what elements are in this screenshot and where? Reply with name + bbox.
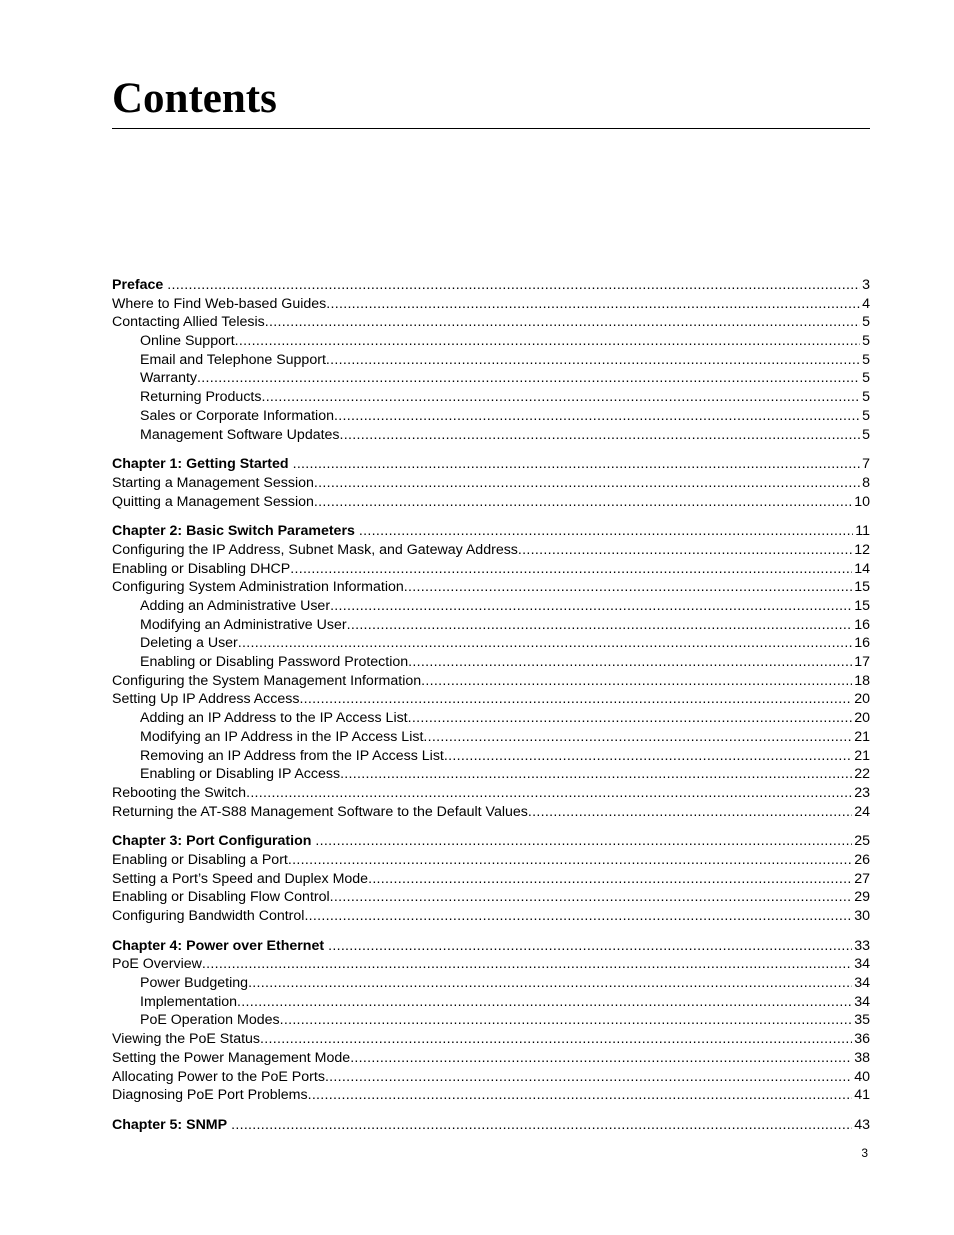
toc-entry-page: 18 [854,672,870,689]
toc-entry-label: Warranty [140,370,198,387]
toc-entry[interactable] [112,747,870,766]
toc-entry[interactable] [112,351,870,370]
toc-entry-label: Enabling or Disabling IP Access [140,766,341,783]
toc-leader-dots [288,851,852,870]
toc-entry-page: 11 [855,523,870,540]
toc-entry-page: 34 [854,956,870,973]
toc-entry-label: PoE Operation Modes [140,1012,280,1029]
toc-entry[interactable] [112,803,870,822]
toc-leader-dots [261,388,860,407]
toc-chapter-entry[interactable] [112,455,870,474]
toc-entry-label: Chapter 4: Power over Ethernet [112,937,325,954]
toc-leader-dots [368,870,852,889]
toc-leader-dots [444,747,852,766]
toc-entry-page: 5 [862,370,870,387]
toc-leader-dots [246,784,852,803]
toc-entry-label: Enabling or Disabling a Port [112,851,288,868]
toc-chapter-entry[interactable] [112,937,870,956]
toc-entry-page: 30 [854,908,870,924]
toc-entry-label: PoE Overview [112,956,202,973]
toc-leader-dots [248,974,852,993]
toc-entry-page: 40 [854,1068,870,1085]
toc-leader-dots [235,332,860,351]
toc-entry-label: Setting the Power Management Mode [112,1049,351,1066]
toc-entry-label: Returning Products [140,389,262,406]
toc-leader-dots [330,597,852,616]
toc-entry-label: Removing an IP Address from the IP Access List [140,747,444,764]
toc-leader-dots [231,1116,852,1135]
toc-entry-label: Rebooting the Switch [112,784,247,801]
toc-entry[interactable] [112,560,870,579]
toc-entry[interactable] [112,295,870,314]
toc-leader-dots [421,672,852,691]
toc-leader-dots [359,522,853,541]
toc-entry-label: Chapter 3: Port Configuration [112,833,312,850]
toc-entry-page: 5 [862,333,870,350]
toc-entry-page: 5 [862,426,870,443]
toc-leader-dots [197,369,860,388]
toc-leader-dots [330,888,853,907]
toc-entry-label: Contacting Allied Telesis [112,314,265,331]
toc-entry-page: 27 [854,870,870,887]
toc-entry-page: 36 [854,1031,870,1048]
toc-entry-label: Viewing the PoE Status [112,1031,261,1048]
toc-entry-label: Sales or Corporate Information [140,407,334,424]
toc-entry[interactable] [112,907,870,926]
toc-entry-label: Enabling or Disabling Password Protection [140,654,409,671]
toc-entry-page: 5 [862,407,870,424]
title-rule [112,128,870,129]
toc-leader-dots [280,1011,853,1030]
toc-entry-page: 15 [854,598,870,614]
toc-entry[interactable] [112,369,870,388]
toc-entry-page: 15 [854,579,870,596]
toc-entry-page: 34 [854,975,870,992]
toc-entry-label: Modifying an IP Address in the IP Access List [140,728,424,745]
toc-entry-label: Diagnosing PoE Port Problems [112,1087,308,1104]
toc-leader-dots [334,407,860,426]
toc-entry-page: 12 [854,541,870,558]
toc-entry-page: 25 [854,833,870,850]
toc-entry[interactable] [112,728,870,747]
toc-entry[interactable] [112,407,870,426]
toc-leader-dots [293,455,861,474]
toc-entry[interactable] [112,1011,870,1030]
toc-entry[interactable] [112,709,870,728]
toc-leader-dots [167,276,860,295]
toc-leader-dots [202,955,852,974]
toc-entry-page: 38 [854,1049,870,1066]
toc-entry[interactable] [112,634,870,653]
toc-leader-dots [350,1049,852,1068]
toc-entry-label: Power Budgeting [140,975,249,992]
toc-entry-label: Management Software Updates [140,426,340,443]
toc-entry[interactable] [112,993,870,1012]
toc-entry[interactable] [112,653,870,672]
toc-entry-page: 3 [862,277,870,293]
toc-entry[interactable] [112,1030,870,1049]
toc-entry-label: Implementation [140,993,237,1010]
toc-entry-page: 20 [854,691,870,708]
toc-entry-page: 33 [854,937,870,954]
toc-entry[interactable] [112,474,870,493]
toc-entry-label: Setting a Port’s Speed and Duplex Mode [112,870,369,887]
toc-entry[interactable] [112,426,870,445]
toc-entry[interactable] [112,1068,870,1087]
toc-entry[interactable] [112,784,870,803]
toc-leader-dots [404,578,852,597]
toc-leader-dots [308,1086,853,1105]
toc-leader-dots [347,616,853,635]
toc-entry[interactable] [112,690,870,709]
toc-entry-page: 8 [862,474,870,491]
toc-leader-dots [408,653,852,672]
toc-entry-label: Quitting a Management Session [112,493,314,510]
toc-entry-label: Chapter 5: SNMP [112,1116,228,1133]
toc-entry-label: Configuring the IP Address, Subnet Mask, and Gateway Address [112,541,518,558]
toc-leader-dots [326,295,860,314]
toc-leader-dots [326,351,860,370]
toc-entry-page: 21 [854,747,870,764]
toc-entry-label: Deleting a User [140,635,238,652]
toc-entry-page: 26 [854,851,870,868]
toc-entry-label: Where to Find Web-based Guides [112,295,327,312]
toc-entry-page: 24 [854,803,870,820]
toc-entry-page: 17 [854,654,870,671]
toc-entry[interactable] [112,578,870,597]
toc-entry[interactable] [112,388,870,407]
toc-leader-dots [314,493,852,512]
toc-leader-dots [299,690,852,709]
toc-entry-label: Preface [112,277,164,293]
toc-entry[interactable] [112,888,870,907]
page-title: Contents [112,75,277,122]
toc-entry-label: Configuring the System Management Information [112,672,422,689]
toc-leader-dots [328,937,852,956]
toc-entry-label: Enabling or Disabling DHCP [112,560,291,577]
toc-entry-page: 10 [854,493,870,510]
toc-entry-label: Online Support [140,333,235,350]
toc-entry[interactable] [112,851,870,870]
toc-entry-label: Adding an IP Address to the IP Access List [140,710,408,727]
toc-entry-page: 41 [854,1087,870,1104]
toc-leader-dots [265,313,860,332]
toc-entry-page: 16 [854,635,870,652]
toc-entry[interactable] [112,1086,870,1105]
toc-entry-label: Adding an Administrative User [140,598,331,614]
toc-entry[interactable] [112,955,870,974]
toc-leader-dots [325,1068,852,1087]
toc-leader-dots [340,426,861,445]
toc-entry-label: Configuring System Administration Information [112,579,404,596]
toc-entry-page: 7 [862,456,870,473]
toc-entry-page: 43 [854,1116,870,1133]
toc-leader-dots [237,993,852,1012]
toc-entry-label: Enabling or Disabling Flow Control [112,889,330,906]
toc-entry-page: 23 [854,784,870,801]
toc-entry[interactable] [112,541,870,560]
toc-entry[interactable] [112,313,870,332]
toc-entry-label: Chapter 2: Basic Switch Parameters [112,523,355,540]
toc-entry-label: Setting Up IP Address Access [112,691,300,708]
toc-entry-page: 14 [854,560,870,577]
table-of-contents [112,276,870,1135]
page-number: 3 [861,1146,868,1160]
toc-leader-dots [238,634,852,653]
toc-entry-page: 4 [862,295,870,312]
toc-entry-label: Returning the AT-S88 Management Software to the Default Values [112,803,528,820]
toc-entry-label: Modifying an Administrative User [140,616,347,633]
toc-leader-dots [290,560,852,579]
toc-leader-dots [408,709,853,728]
toc-chapter-entry[interactable] [112,276,870,295]
toc-entry-label: Email and Telephone Support [140,351,326,368]
toc-entry-page: 16 [854,616,870,633]
toc-leader-dots [518,541,852,560]
toc-chapter-entry[interactable] [112,832,870,851]
toc-entry[interactable] [112,672,870,691]
toc-entry[interactable] [112,332,870,351]
toc-entry-page: 5 [862,389,870,406]
toc-chapter-entry[interactable] [112,1116,870,1135]
toc-leader-dots [260,1030,852,1049]
toc-entry-label: Allocating Power to the PoE Ports [112,1068,325,1085]
toc-entry-label: Starting a Management Session [112,474,314,491]
toc-entry[interactable] [112,616,870,635]
toc-entry-page: 34 [854,993,870,1010]
toc-leader-dots [340,765,852,784]
toc-chapter-entry[interactable] [112,522,870,541]
toc-entry[interactable] [112,1049,870,1068]
toc-entry[interactable] [112,765,870,784]
toc-entry-page: 5 [862,314,870,331]
toc-entry-page: 21 [854,728,870,745]
toc-entry[interactable] [112,974,870,993]
toc-leader-dots [304,907,852,926]
toc-entry-page: 5 [862,351,870,368]
toc-entry-page: 22 [854,766,870,783]
toc-leader-dots [423,728,852,747]
toc-leader-dots [315,832,852,851]
toc-entry-label: Chapter 1: Getting Started [112,456,289,473]
toc-entry[interactable] [112,870,870,889]
toc-leader-dots [314,474,860,493]
toc-entry-page: 29 [854,889,870,906]
toc-entry-page: 35 [854,1012,870,1029]
toc-entry[interactable] [112,597,870,616]
toc-entry-page: 20 [854,710,870,727]
toc-entry-label: Configuring Bandwidth Control [112,908,305,924]
toc-leader-dots [528,803,852,822]
toc-entry[interactable] [112,493,870,512]
